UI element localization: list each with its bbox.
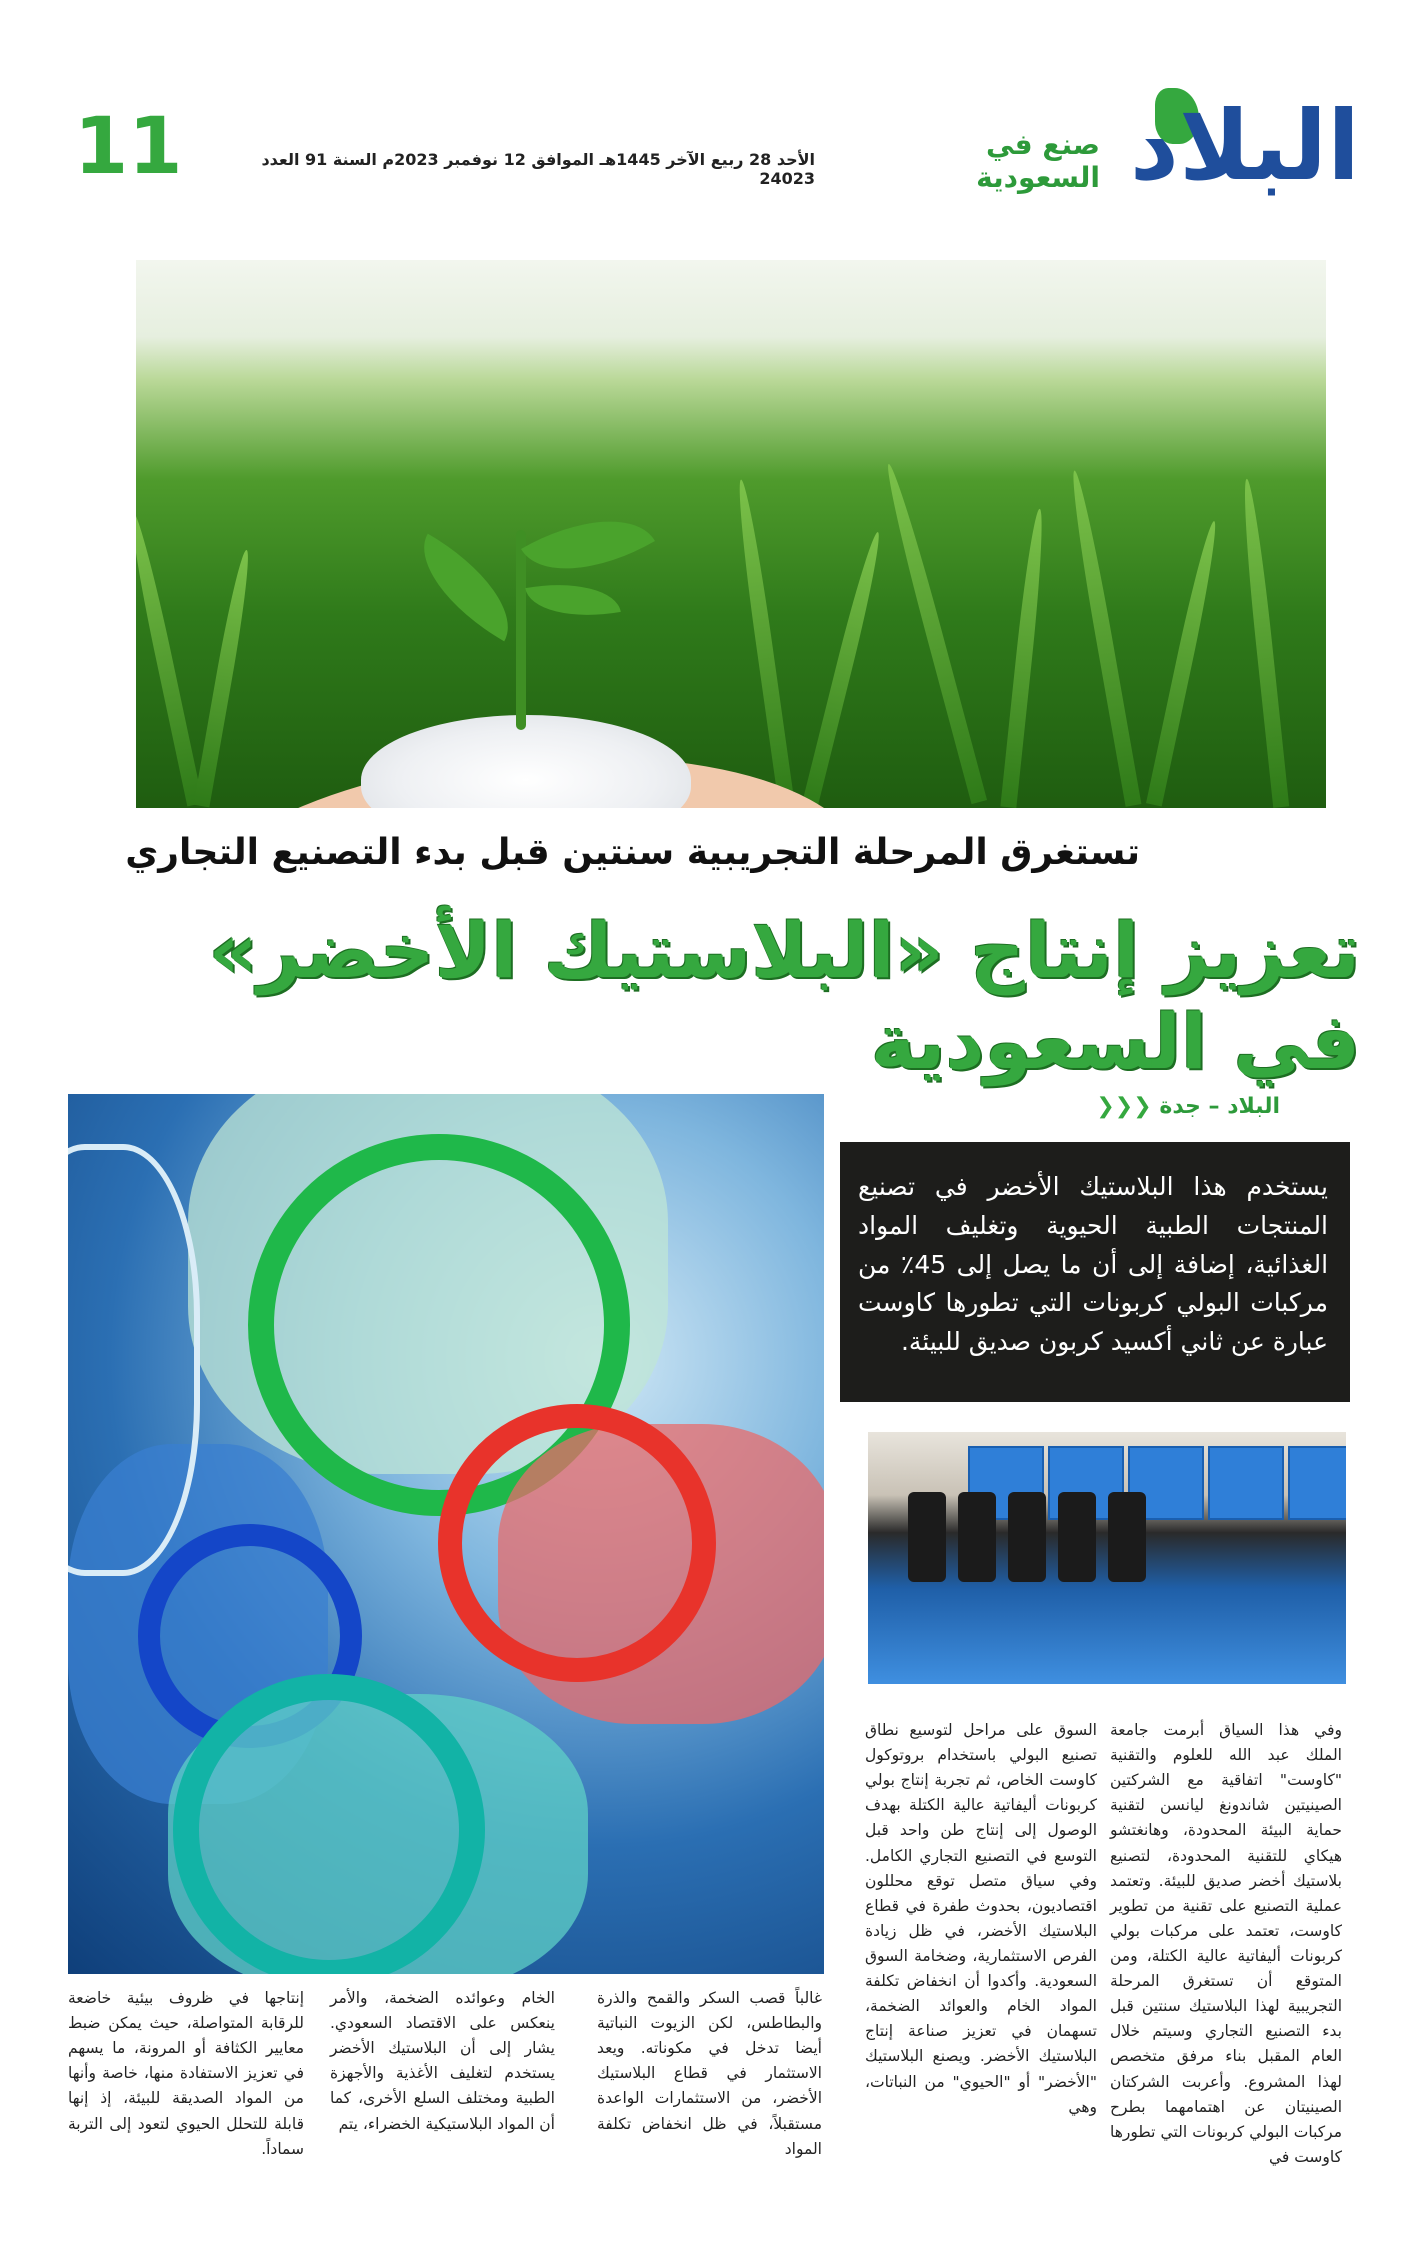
body-column-1: وفي هذا السياق أبرمت جامعة الملك عبد الله للعلوم والتقنية "كاوست" اتفاقية مع الشركتين الصينيتين شاندونغ ليانسن لتقنية حماية البيئة المحدودة، وهانغتشو هيكاي للتقنية المحدودة، لتصنيع بلاستيك أخضر صديق للبيئة. وتعتمد عملية التصنيع على تقنية من تطوير كاوست، تعتمد على مركبات بولي كربونات أليفاتية عالية الكتلة، ومن المتوقع أن تستغرق المرحلة التجريبية لهذا البلاستيك سنتين قبل بدء التصنيع التجاري وسيتم خلال العام المقبل بناء مرفق متخصص لهذا المشروع. وأعربت الشركتان الصينيتان عن اهتمامهما بطرح مركبات البولي كربونات التي تطورها كاوست في — [1110, 1721, 1342, 2166]
byline-text: البلاد – جدة — [1159, 1094, 1280, 1119]
article-subheadline: تستغرق المرحلة التجريبية سنتين قبل بدء التصنيع التجاري — [125, 832, 1140, 873]
lead-callout-text: يستخدم هذا البلاستيك الأخضر في تصنيع المنتجات الطبية الحيوية وتغليف المواد الغذائية، إضافة إلى أن ما يصل إلى 45٪ من مركبات البولي كربونات التي تطورها كاوست عبارة عن ثاني أكسيد كربون صديق للبيئة. — [858, 1172, 1329, 1356]
logo-wordmark: البلاد — [1129, 90, 1360, 202]
chevron-left-icon: ❮❮❮ — [1096, 1094, 1152, 1119]
issue-dateline: الأحد 28 ربيع الآخر 1445هـ الموافق 12 نوفمبر 2023م السنة 91 العدد 24023 — [261, 150, 815, 188]
masthead-tagline: صنع في السعودية — [976, 128, 1100, 194]
body-column-3: غالباً قصب السكر والقمح والذرة والبطاطس، لكن الزيوت النباتية أيضا تدخل في مكوناته. ويعد الاستثمار في قطاع البلاستيك الأخضر، من الاستثمارات الواعدة مستقبلاً، في ظل انخفاض تكلفة المواد — [597, 1989, 822, 2158]
blue-pellets-factory-photo — [868, 1432, 1346, 1684]
body-column-4: الخام وعوائده الضخمة، والأمر ينعكس على الاقتصاد السعودي. يشار إلى أن البلاستيك الأخضر يستخدم لتغليف الأغذية والأجهزة الطبية ومختلف السلع الأخرى، كما أن المواد البلاستيكية الخضراء، يتم — [330, 1989, 555, 2133]
lead-callout-box — [840, 1142, 1350, 1402]
hand-pellets-sprout-photo — [136, 260, 1326, 808]
page-number: 11 — [74, 102, 183, 192]
article-headline: تعزيز إنتاج «البلاستيك الأخضر» في السعودية — [208, 906, 1360, 1087]
body-column-5: إنتاجها في ظروف بيئية خاضعة للرقابة المتواصلة، حيث يمكن ضبط معايير الكثافة أو المرونة، ما يسهم في تعزيز الاستفادة منها، خاصة وأنها من المواد الصديقة للبيئة، إذ إنها قابلة للتحلل الحيوي لتعود إلى التربة سماداً. — [68, 1989, 304, 2158]
article-byline — [1060, 1094, 1280, 1119]
newspaper-logo — [1115, 88, 1360, 228]
plastic-bottles-photo — [68, 1094, 824, 1974]
body-column-2: السوق على مراحل لتوسيع نطاق تصنيع البولي باستخدام بروتوكول كاوست الخاص، ثم تجربة إنتاج بولي كربونات أليفاتية عالية الكتلة بهدف الوصول إلى إنتاج طن واحد قبل التوسع في التصنيع التجاري الكامل. وفي سياق متصل توقع محللون اقتصاديون، بحدوث طفرة في قطاع البلاستيك الأخضر، في ظل زيادة الفرص الاستثمارية، وضخامة السوق السعودية. وأكدوا أن انخفاض تكلفة المواد الخام والعوائد الضخمة، تسهمان في تعزيز صناعة إنتاج البلاستيك الأخضر. ويصنع البلاستيك "الأخضر" أو "الحيوي" من النباتات، وهي — [865, 1721, 1097, 2116]
